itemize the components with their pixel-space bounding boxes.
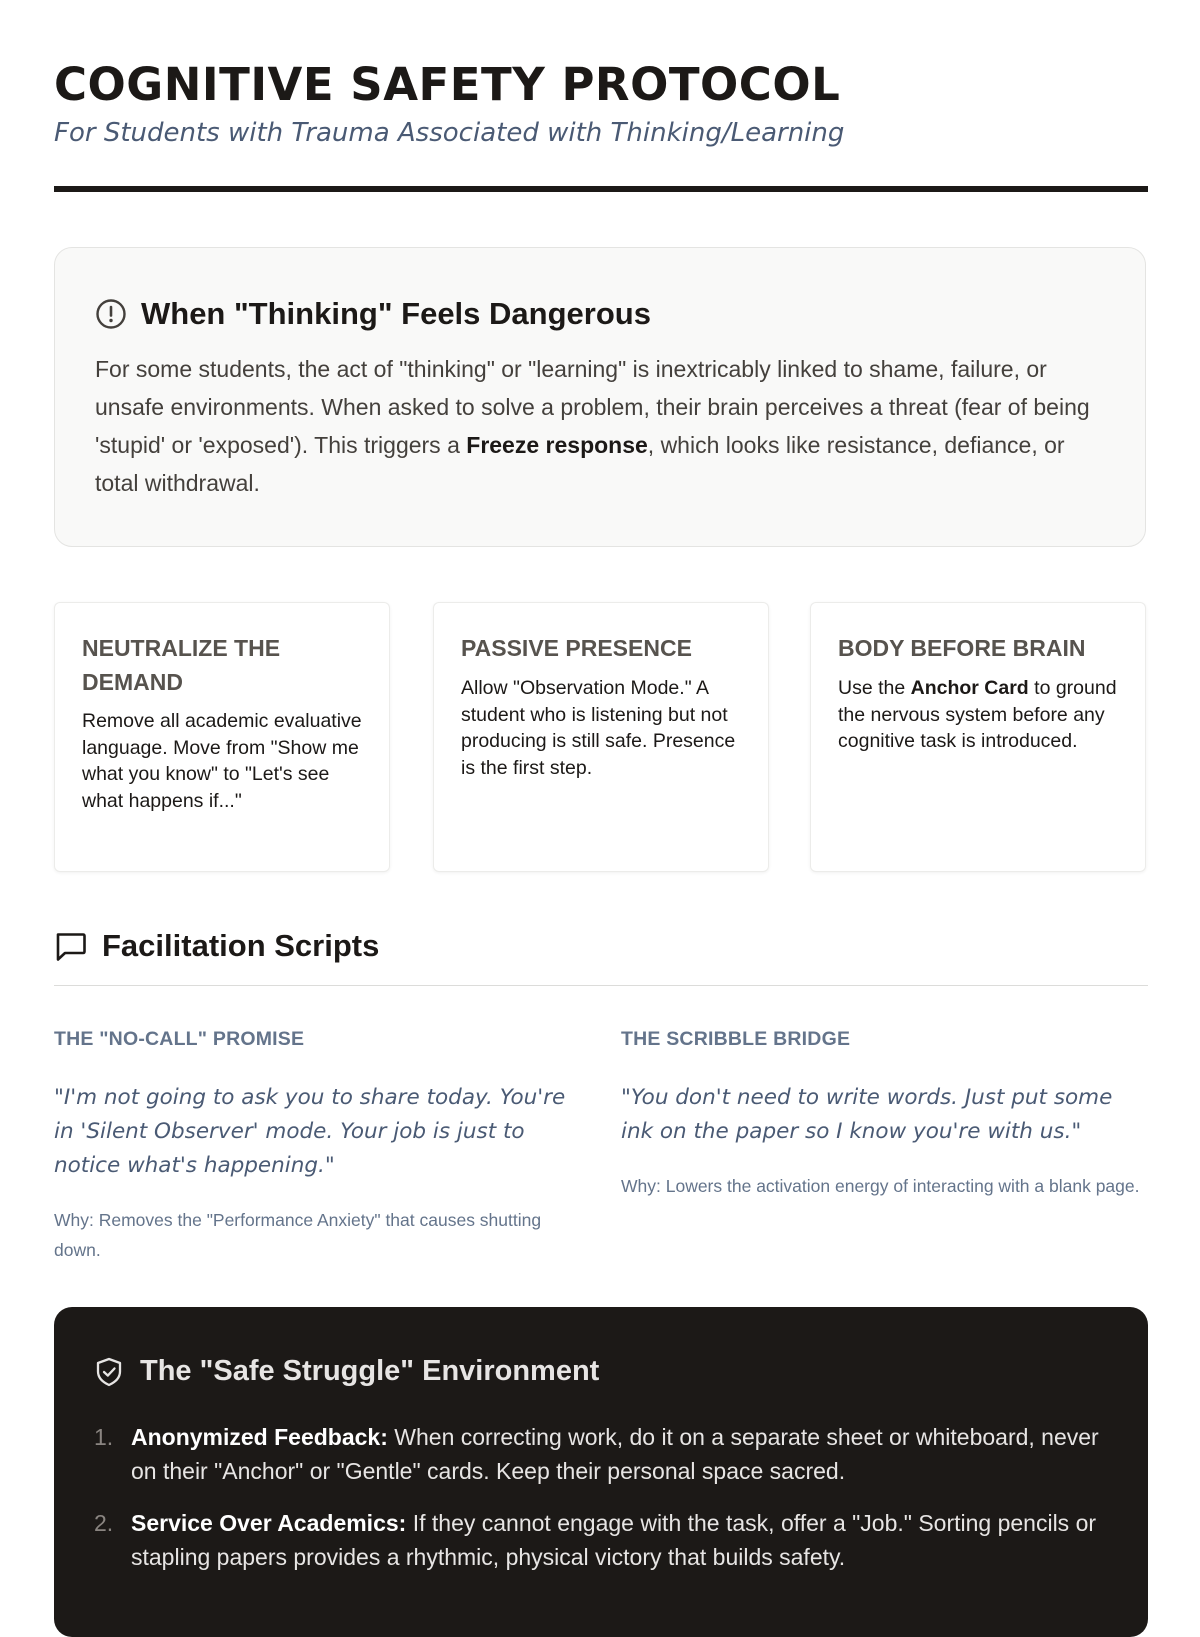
list-item-heading: Anonymized Feedback: bbox=[131, 1424, 388, 1450]
scripts-title: Facilitation Scripts bbox=[102, 928, 380, 963]
intro-text-lead: For some students, the act of "thinking" or "learning" is inextricably linked to shame, failure, or unsafe environments. When asked to solve a problem, their brain perceives a threat (fear of being 'stupid' or 'exposed'). This triggers a bbox=[95, 356, 1090, 458]
script-quote: "You don't need to write words. Just put some ink on the paper so I know you're with us." bbox=[621, 1085, 1113, 1144]
list-item bbox=[94, 1506, 1114, 1574]
card-title: NEUTRALIZE THE DEMAND bbox=[82, 635, 281, 695]
script-why: Why: Lowers the activation energy of interacting with a blank page. bbox=[621, 1176, 1140, 1196]
page-subtitle: For Students with Trauma Associated with Thinking/Learning bbox=[54, 118, 845, 148]
script-quote: "I'm not going to ask you to share today. You're in 'Silent Observer' mode. Your job is just to notice what's happening." bbox=[54, 1085, 566, 1178]
card-body-tail: to ground the nervous system before any cognitive task is introduced. bbox=[838, 677, 1117, 752]
list-item bbox=[94, 1420, 1114, 1488]
alert-circle-icon bbox=[95, 298, 127, 330]
freeze-response-term: Freeze response bbox=[466, 432, 648, 458]
list-number: 2. bbox=[94, 1510, 114, 1536]
page-title: COGNITIVE SAFETY PROTOCOL bbox=[54, 58, 841, 111]
scripts-divider bbox=[54, 985, 1148, 986]
card-neutralize-demand bbox=[54, 602, 390, 872]
shield-check-icon bbox=[94, 1356, 124, 1388]
speech-bubble-icon bbox=[54, 930, 88, 962]
card-title: BODY BEFORE BRAIN bbox=[838, 635, 1086, 661]
list-item-text: If they cannot engage with the task, offer a "Job." Sorting pencils or stapling papers provides a rhythmic, physical victory that builds safety. bbox=[131, 1510, 1097, 1570]
list-number: 1. bbox=[94, 1424, 114, 1450]
card-body: Remove all academic evaluative language. Move from "Show me what you know" to "Let's see what happens if..." bbox=[82, 710, 362, 812]
script-label: THE "NO-CALL" PROMISE bbox=[54, 1028, 305, 1050]
card-body-before-brain bbox=[810, 602, 1146, 872]
scripts-header bbox=[54, 928, 379, 964]
safe-struggle-header bbox=[94, 1355, 599, 1388]
card-passive-presence bbox=[433, 602, 769, 872]
list-item-heading: Service Over Academics: bbox=[131, 1510, 407, 1536]
intro-header bbox=[95, 296, 651, 332]
intro-text bbox=[95, 350, 1095, 502]
list-item-text: When correcting work, do it on a separate sheet or whiteboard, never on their "Anchor" or "Gentle" cards. Keep their personal space sacred. bbox=[131, 1424, 1099, 1484]
script-no-call-promise bbox=[54, 1028, 584, 1265]
card-title: PASSIVE PRESENCE bbox=[461, 635, 692, 661]
anchor-card-term: Anchor Card bbox=[910, 677, 1029, 699]
intro-callout bbox=[54, 247, 1146, 547]
intro-title: When "Thinking" Feels Dangerous bbox=[141, 296, 651, 331]
safe-struggle-title: The "Safe Struggle" Environment bbox=[140, 1355, 600, 1387]
intro-text-tail: , which looks like resistance, defiance, or total withdrawal. bbox=[95, 432, 1065, 496]
card-body bbox=[838, 675, 1128, 755]
title-divider bbox=[54, 186, 1148, 192]
script-why: Why: Removes the "Performance Anxiety" that causes shutting down. bbox=[54, 1210, 542, 1260]
safe-struggle-list bbox=[94, 1420, 1114, 1592]
card-body-lead: Use the bbox=[838, 677, 911, 699]
script-label: THE SCRIBBLE BRIDGE bbox=[621, 1028, 851, 1050]
script-scribble-bridge bbox=[621, 1028, 1151, 1201]
card-body: Allow "Observation Mode." A student who is listening but not producing is still safe. Presence is the first step. bbox=[461, 677, 736, 779]
safe-struggle-panel bbox=[54, 1307, 1148, 1637]
